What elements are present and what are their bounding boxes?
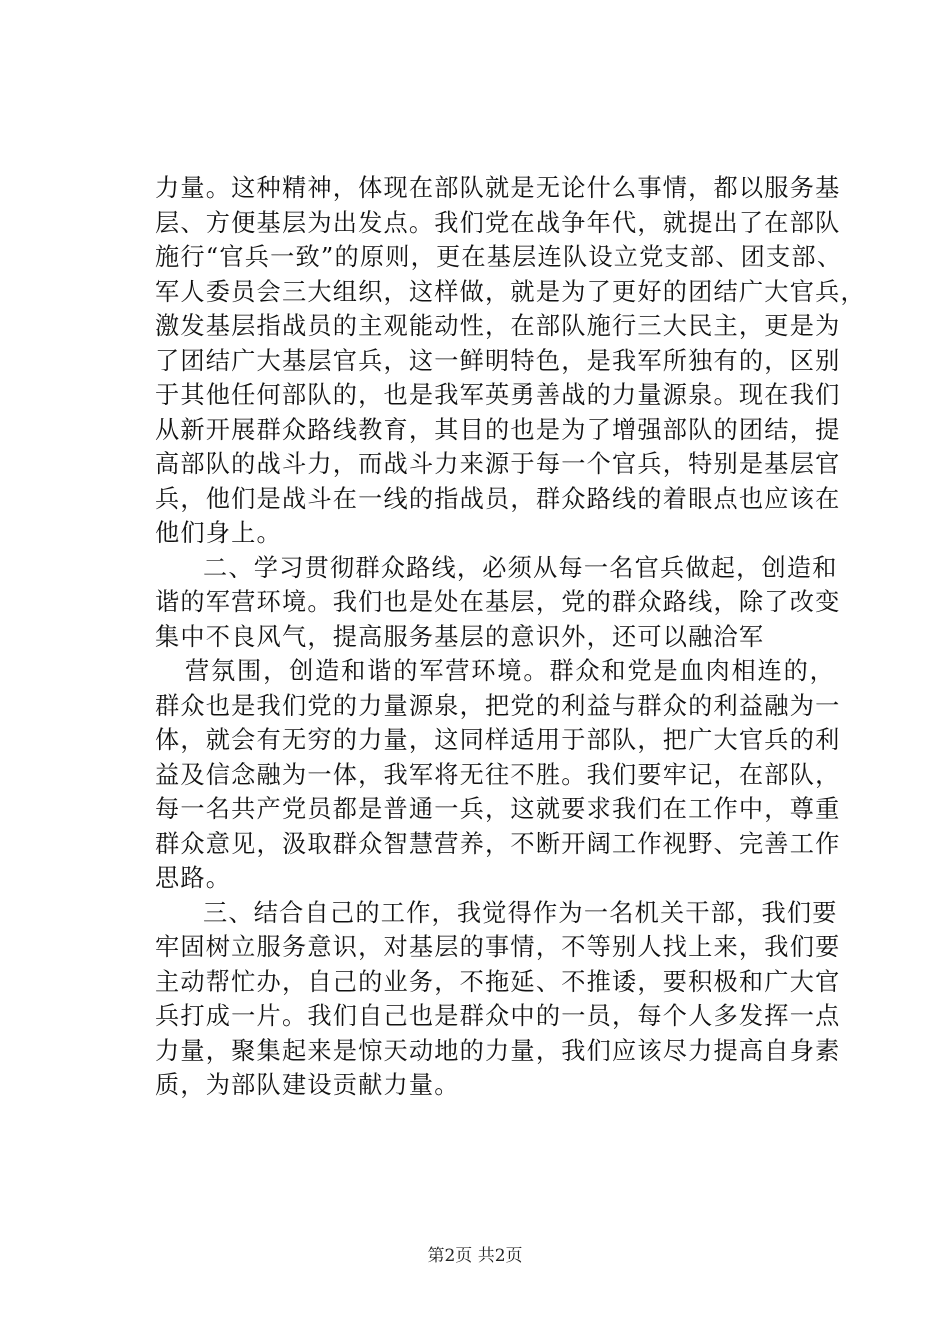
text-line: 质，为部队建设贡献力量。 — [155, 1071, 460, 1099]
text-line: 集中不良风气，提高服务基层的意识外，还可以融洽军 — [155, 622, 765, 651]
text-line: 群众也是我们党的力量源泉，把党的利益与群众的利益融为一 — [155, 691, 841, 720]
text-line: 激发基层指战员的主观能动性，在部队施行三大民主，更是为 — [155, 312, 841, 340]
text-line: 了团结广大基层官兵，这一鲜明特色，是我军所独有的，区别 — [155, 346, 841, 375]
text-line: 牢固树立服务意识，对基层的事情，不等别人找上来，我们要 — [155, 933, 841, 961]
text-line: 从新开展群众路线教育，其目的也是为了增强部队的团结，提 — [155, 415, 841, 444]
text-line: 军人委员会三大组织，这样做，就是为了更好的团结广大官兵， — [155, 277, 866, 306]
page-footer — [0, 1244, 950, 1268]
paragraph-start-line: 三、结合自己的工作，我觉得作为一名机关干部，我们要 — [203, 898, 838, 927]
text-line: 主动帮忙办，自己的业务，不拖延、不推诿，要积极和广大官 — [155, 967, 841, 996]
text-line: 体，就会有无穷的力量，这同样适用于部队，把广大官兵的利 — [155, 726, 841, 754]
text-line: 益及信念融为一体，我军将无往不胜。我们要牢记，在部队， — [155, 760, 841, 789]
text-line: 谐的军营环境。我们也是处在基层，党的群众路线，除了改变 — [155, 588, 841, 616]
text-line: 层、方便基层为出发点。我们党在战争年代，就提出了在部队 — [155, 208, 841, 237]
text-line: 群众意见，汲取群众智慧营养，不断开阔工作视野、完善工作 — [155, 829, 841, 858]
text-line: 施行“官兵一致”的原则，更在基层连队设立党支部、团支部、 — [155, 243, 843, 271]
text-line: 兵打成一片。我们自己也是群众中的一员，每个人多发挥一点 — [155, 1002, 841, 1030]
text-line: 思路。 — [155, 864, 232, 892]
text-line: 力量，聚集起来是惊天动地的力量，我们应该尽力提高自身素 — [155, 1036, 841, 1065]
text-line: 兵，他们是战斗在一线的指战员，群众路线的着眼点也应该在 — [155, 484, 841, 513]
document-body — [155, 171, 866, 1103]
text-line: 高部队的战斗力，而战斗力来源于每一个官兵，特别是基层官 — [155, 450, 841, 478]
text-line: 力量。这种精神，体现在部队就是无论什么事情，都以服务基 — [155, 174, 841, 202]
text-line: 他们身上。 — [155, 519, 282, 547]
text-line: 每一名共产党员都是普通一兵，这就要求我们在工作中，尊重 — [155, 795, 841, 823]
paragraph-start-line: 二、学习贯彻群众路线，必须从每一名官兵做起，创造和 — [203, 553, 838, 582]
text-line: 营氛围，创造和谐的军营环境。群众和党是血肉相连的， — [185, 657, 835, 685]
text-line: 于其他任何部队的，也是我军英勇善战的力量源泉。现在我们 — [155, 381, 841, 409]
page-indicator: 第2页 共2页 — [427, 1246, 523, 1266]
